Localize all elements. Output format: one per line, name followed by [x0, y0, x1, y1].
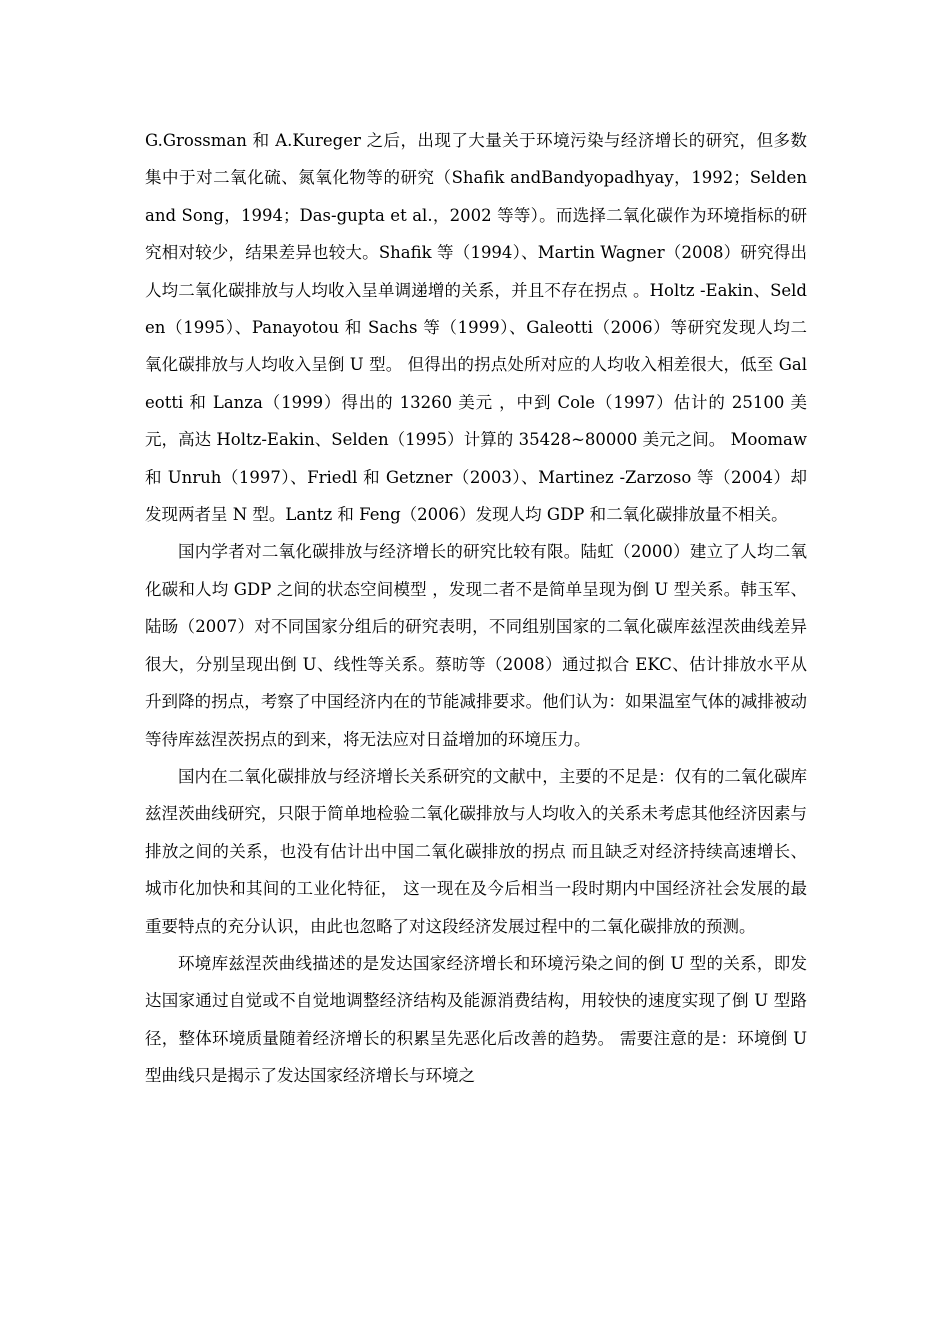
paragraph-2: 国内学者对二氧化碳排放与经济增长的研究比较有限。陆虹（2000）建立了人均二氧化碳和人均 GDP 之间的状态空间模型 ，发现二者不是简单呈现为倒 U 型关系。韩玉军、陆旸（2007）对不同国家分组后的研究表明，不同组别国家的二氧化碳库兹涅茨曲线差异很大，分别呈现出倒 U、线性等关系。蔡昉等（2008）通过拟合 EKC、估计排放水平从升到降的拐点，考察了中国经济内在的节能减排要求。他们认为：如果温室气体的减排被动等待库兹涅茨拐点的到来，将无法应对日益增加的环境压力。 — [145, 542, 807, 749]
paragraph-1: G.Grossman 和 A.Kureger 之后，出现了大量关于环境污染与经济增长的研究，但多数集中于对二氧化硫、氮氧化物等的研究（Shafik andBandyopadhyay，1992；Selden and Song，1994；Das-gupta et al.，2002 等等）。而选择二氧化碳作为环境指标的研究相对较少，结果差异也较大。Shafik 等（1994）、Martin Wagner（2008）研究得出人均二氧化碳排放与人均收入呈单调递增的关系，并且不存在拐点 。Holtz -Eakin、Selden（1995）、Panayotou 和 Sachs 等（1999）、Galeotti（2006）等研究发现人均二氧化碳排放与人均收入呈倒 U 型。 但得出的拐点处所对应的人均收入相差很大，低至 Galeotti 和 Lanza（1999）得出的 13260 美元 ，中到 Cole（1997）估计的 25100 美元，高达 Holtz-Eakin、Selden（1995）计算的 35428~80000 美元之间。 Moomaw 和 Unruh（1997）、Friedl 和 Getzner（2003）、Martinez -Zarzoso 等（2004）却发现两者呈 N 型。Lantz 和 Feng（2006）发现人均 GDP 和二氧化碳排放量不相关。 — [145, 131, 807, 525]
paragraph-3: 国内在二氧化碳排放与经济增长关系研究的文献中，主要的不足是：仅有的二氧化碳库兹涅茨曲线研究，只限于简单地检验二氧化碳排放与人均收入的关系未考虑其他经济因素与排放之间的关系，也没有估计出中国二氧化碳排放的拐点 而且缺乏对经济持续高速增长、 城市化加快和其间的工业化特征， 这一现在及今后相当一段时期内中国经济社会发展的最重要特点的充分认识，由此也忽略了对这段经济发展过程中的二氧化碳排放的预测。 — [145, 766, 807, 936]
paragraph-4: 环境库兹涅茨曲线描述的是发达国家经济增长和环境污染之间的倒 U 型的关系，即发达国家通过自觉或不自觉地调整经济结构及能源消费结构，用较快的速度实现了倒 U 型路径，整体环境质量随着经济增长的积累呈先恶化后改善的趋势。 需要注意的是：环境倒 U 型曲线只是揭示了发达国家经济增长与环境之 — [145, 953, 807, 1086]
body-text — [145, 122, 807, 1095]
